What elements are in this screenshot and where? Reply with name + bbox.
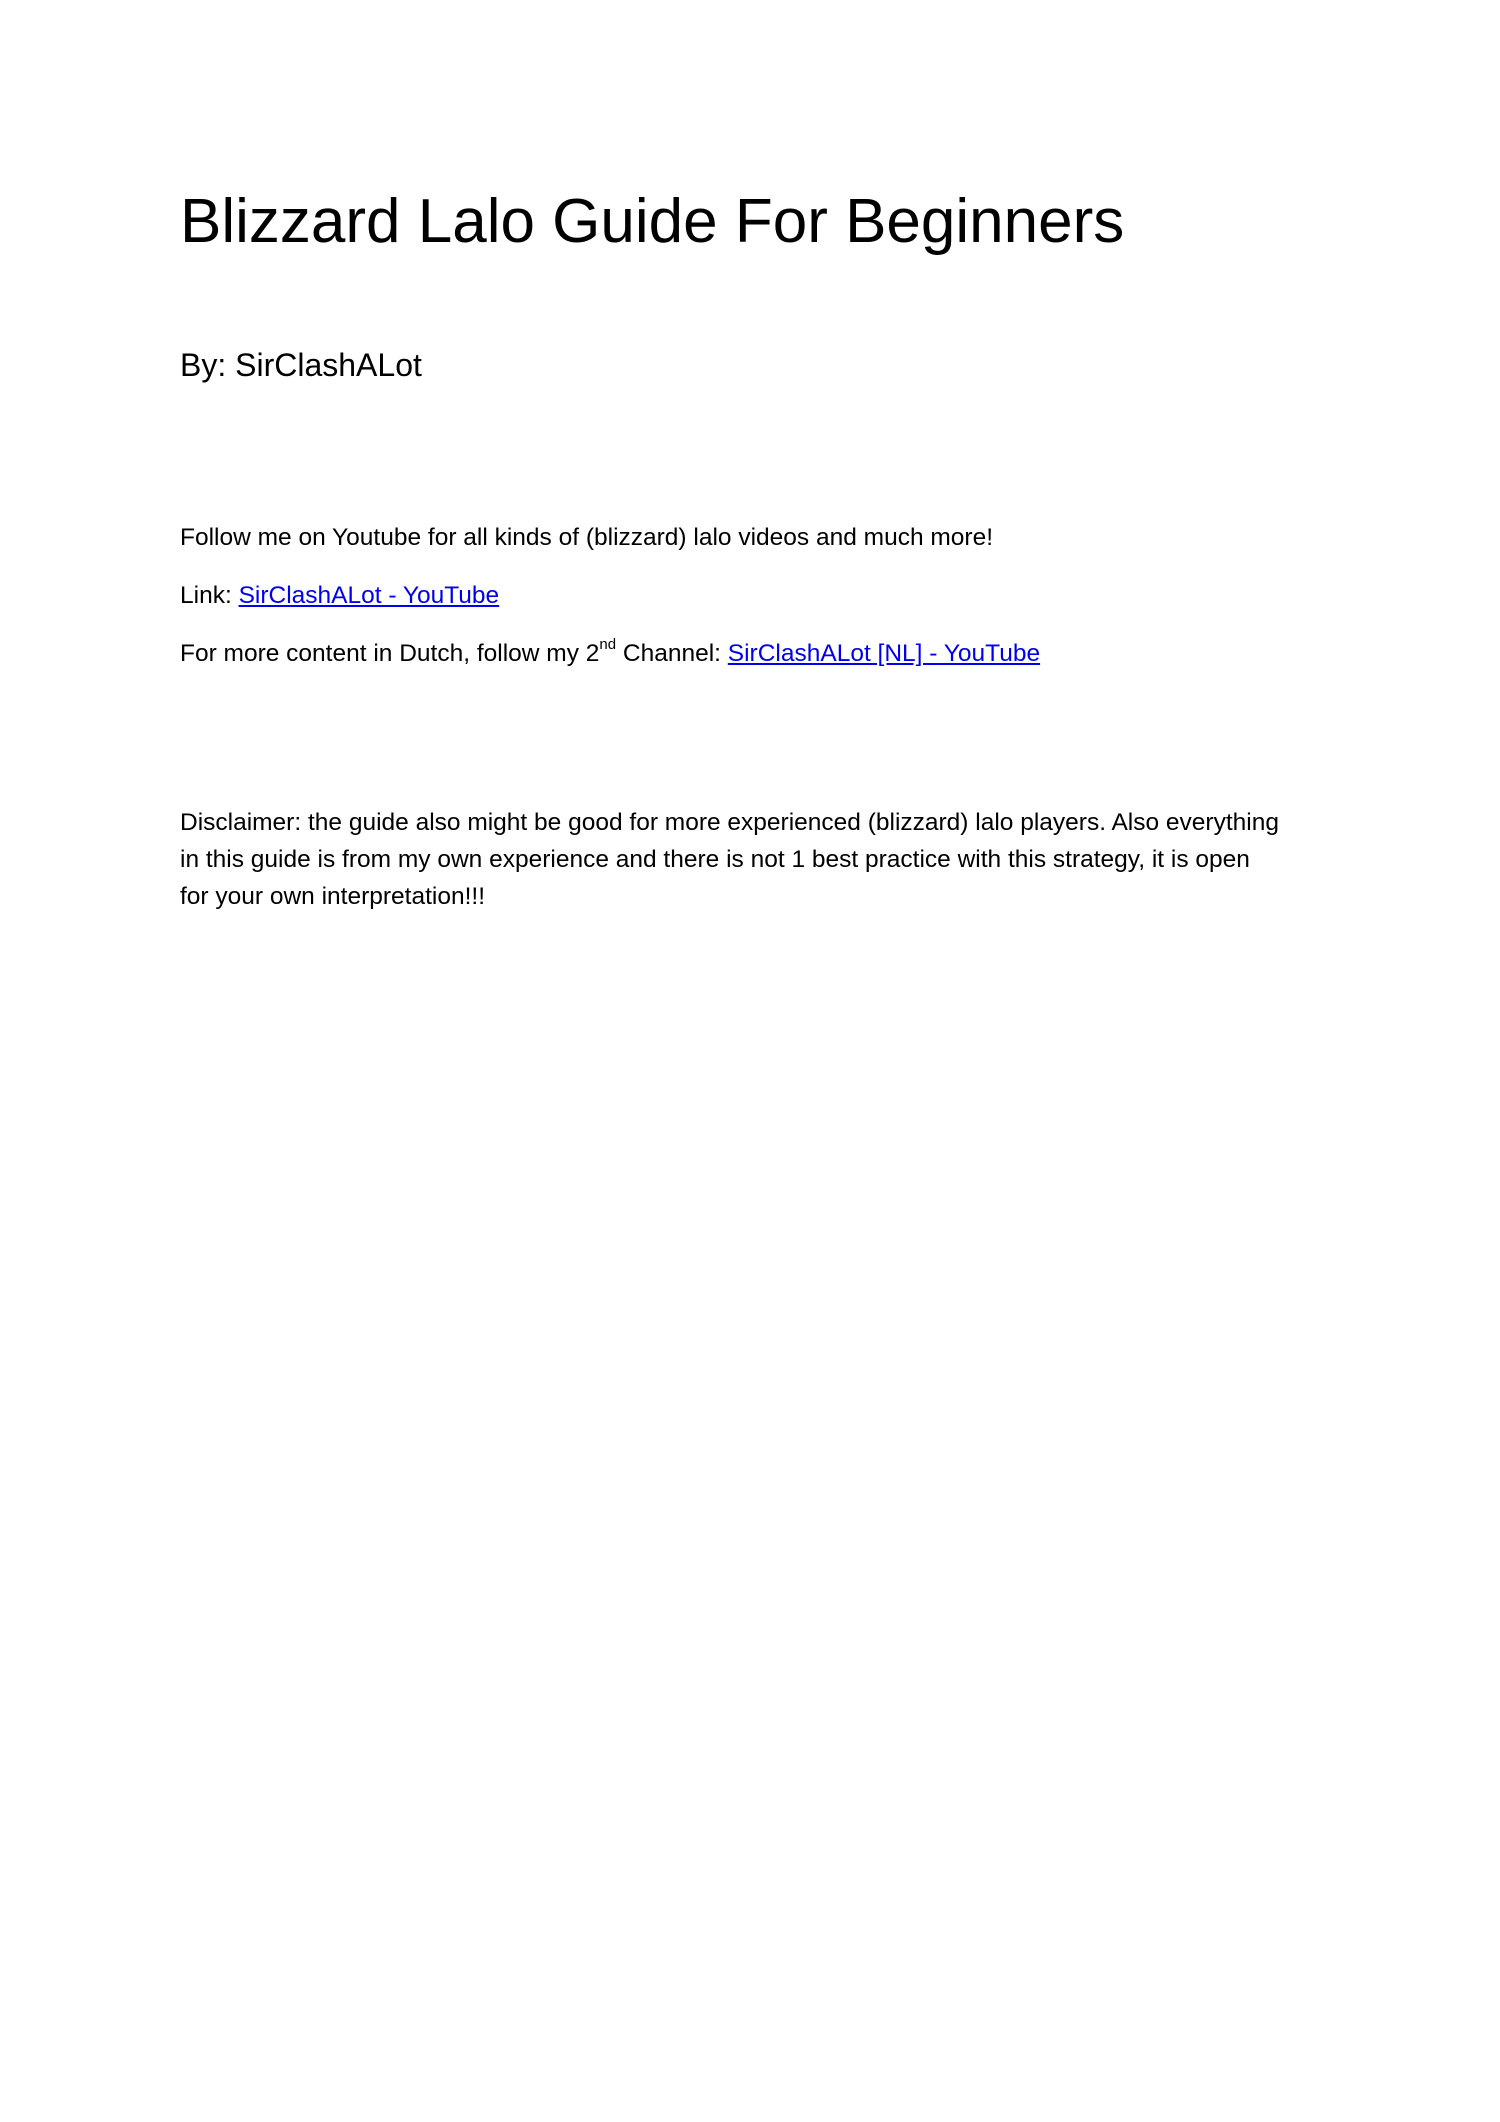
dutch-suffix: Channel: (616, 640, 728, 667)
document-title: Blizzard Lalo Guide For Beginners (180, 187, 1125, 256)
dutch-prefix: For more content in Dutch, follow my 2 (180, 640, 600, 667)
disclaimer-line: for your own interpretation!!! (180, 883, 486, 910)
link-line (180, 582, 499, 610)
author-line: By: SirClashALot (180, 347, 422, 383)
ordinal-suffix: nd (599, 636, 617, 653)
dutch-channel-line (180, 636, 1041, 668)
link-label: Link: (180, 582, 239, 609)
disclaimer-line: in this guide is from my own experience and there is not 1 best practice with this strategy, it is open (180, 846, 1250, 873)
disclaimer-line: Disclaimer: the guide also might be good for more experienced (blizzard) lalo players. Also everything (180, 809, 1279, 836)
dutch-channel-link[interactable]: SirClashALot [NL] - YouTube (727, 640, 1041, 667)
youtube-channel-link[interactable]: SirClashALot - YouTube (238, 582, 500, 609)
follow-text: Follow me on Youtube for all kinds of (blizzard) lalo videos and much more! (180, 524, 993, 551)
